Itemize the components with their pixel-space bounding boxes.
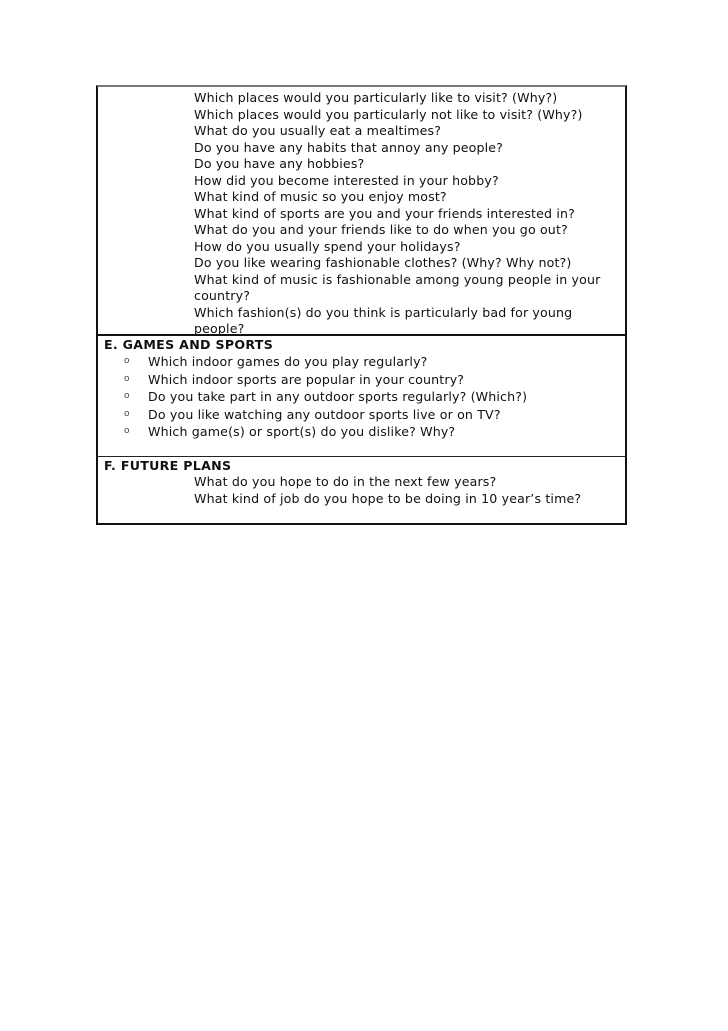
question-text: Do you like watching any outdoor sports live or on TV? bbox=[148, 406, 501, 422]
section-e-cell bbox=[98, 336, 625, 457]
question-line: What do you hope to do in the next few years? bbox=[194, 474, 497, 489]
question-line: What do you usually eat a mealtimes? bbox=[194, 123, 442, 138]
list-item bbox=[104, 388, 621, 406]
question-line: What kind of music so you enjoy most? bbox=[194, 189, 447, 204]
question-text: Which indoor sports are popular in your country? bbox=[148, 371, 465, 387]
hollow-circle-bullet-icon: o bbox=[124, 373, 130, 384]
question-table bbox=[96, 85, 627, 525]
question-line: How do you usually spend your holidays? bbox=[194, 238, 461, 254]
question-line: Which places would you particularly not like to visit? (Why?) bbox=[194, 106, 583, 122]
question-line: How did you become interested in your hobby? bbox=[194, 172, 499, 188]
question-line: country? bbox=[194, 288, 251, 303]
question-text: Which game(s) or sport(s) do you dislike? Why? bbox=[148, 424, 456, 439]
hollow-circle-bullet-icon: o bbox=[124, 408, 130, 419]
list-item bbox=[104, 371, 621, 389]
section-f-cell bbox=[98, 457, 625, 523]
question-line: Do you have any habits that annoy any people? bbox=[194, 139, 503, 155]
section-heading-future-plans: F. FUTURE PLANS bbox=[104, 458, 232, 473]
question-line: people? bbox=[194, 321, 245, 336]
question-line: Which places would you particularly like to visit? (Why?) bbox=[194, 90, 558, 105]
question-text: Do you take part in any outdoor sports regularly? (Which?) bbox=[148, 389, 528, 404]
hollow-circle-bullet-icon: o bbox=[124, 356, 130, 366]
question-line: What kind of job do you hope to be doing in 10 year’s time? bbox=[194, 490, 582, 506]
list-item bbox=[104, 406, 621, 424]
question-text: Which indoor games do you play regularly? bbox=[148, 354, 428, 369]
question-line: Which fashion(s) do you think is particularly bad for young bbox=[194, 304, 573, 320]
section-heading-games-sports: E. GAMES AND SPORTS bbox=[104, 337, 274, 352]
question-line: Do you have any hobbies? bbox=[194, 156, 365, 171]
question-line: What kind of music is fashionable among young people in your bbox=[194, 271, 601, 287]
question-line: Do you like wearing fashionable clothes? (Why? Why not?) bbox=[194, 255, 572, 270]
hollow-circle-bullet-icon: o bbox=[124, 426, 130, 436]
list-item bbox=[104, 353, 621, 371]
hollow-circle-bullet-icon: o bbox=[124, 391, 130, 401]
question-line: What do you and your friends like to do when you go out? bbox=[194, 222, 568, 237]
section-d-cell bbox=[98, 87, 625, 336]
list-item bbox=[104, 423, 621, 441]
question-line: What kind of sports are you and your friends interested in? bbox=[194, 205, 575, 221]
